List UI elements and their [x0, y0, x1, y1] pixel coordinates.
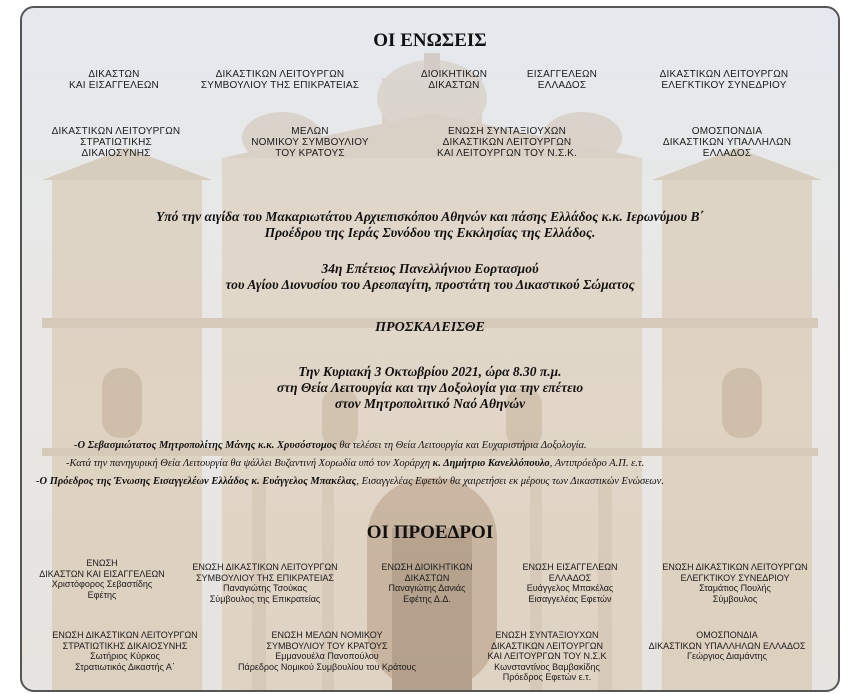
president-line: Στρατιωτικός Δικαστής Α΄	[75, 661, 175, 672]
union-line: ΕΛΛΑΔΟΣ	[537, 80, 587, 91]
union-line: ΔΙΚΑΣΤΙΚΩΝ ΥΠΑΛΛΗΛΩΝ	[662, 137, 792, 148]
president-line: Εφέτης	[87, 589, 117, 600]
president-line: Σύμβουλος	[712, 593, 758, 604]
president-line: Σωτήριος Κύρκος	[90, 651, 160, 661]
note-bold: -Ο Πρόεδρος της Ένωσης Εισαγγελέων Ελλάδος κ. Ευάγγελος Μπακέλας	[36, 476, 357, 487]
union-line: ΔΙΚΑΣΤΙΚΩΝ ΛΕΙΤΟΥΡΓΩΝ	[442, 137, 572, 148]
note-rest: θα τελέσει τη Θεία Λειτουργία και Ευχαριστήρια Δοξολογία.	[336, 440, 587, 451]
union-line: ΚΑΙ ΕΙΣΑΓΓΕΛΕΩΝ	[69, 80, 159, 91]
federation-court-employees	[652, 126, 802, 159]
invitation-frame	[20, 6, 840, 692]
union-line: ΔΙΚΑΣΤΙΚΩΝ ΛΕΙΤΟΥΡΓΩΝ	[51, 126, 181, 137]
president-line: ΕΝΩΣΗ ΔΙΚΑΣΤΙΚΩΝ ΛΕΙΤΟΥΡΓΩΝ	[192, 562, 338, 572]
president-line: ΕΝΩΣΗ ΔΙΟΙΚΗΤΙΚΩΝ	[381, 562, 473, 572]
patronage-text	[22, 209, 838, 241]
union-line: ΔΙΚΑΣΤΙΚΩΝ ΛΕΙΤΟΥΡΓΩΝ	[659, 69, 789, 80]
union-line: ΕΙΣΑΓΓΕΛΕΩΝ	[526, 69, 598, 80]
union-prosecutors	[517, 69, 607, 91]
president-line: ΣΥΜΒΟΥΛΙΟΥ ΤΟΥ ΚΡΑΤΟΥΣ	[266, 640, 388, 651]
union-retired-judges	[422, 126, 592, 159]
union-line: ΤΟΥ ΚΡΑΤΟΥΣ	[275, 148, 345, 159]
union-line: ΕΛΛΑΔΟΣ	[702, 148, 752, 159]
president-line: Παναγιώτης Δανιάς	[388, 583, 466, 593]
president-council-of-state	[180, 562, 350, 604]
event-line: Την Κυριακή 3 Οκτωβρίου 2021, ώρα 8.30 π.μ.	[298, 364, 562, 379]
president-line: Ευάγγελος Μπακέλας	[526, 583, 614, 593]
note-bold: κ. Δημήτριο Κανελλόπουλο	[432, 458, 550, 469]
president-line: Σταμάτιος Πουλής	[699, 583, 771, 593]
unions-heading: ΟΙ ΕΝΩΣΕΙΣ	[373, 30, 487, 51]
president-line: Εφέτης Δ.Δ.	[403, 593, 451, 604]
president-line: ΕΝΩΣΗ ΕΙΣΑΓΓΕΛΕΩΝ	[522, 562, 618, 572]
union-line: ΟΜΟΣΠΟΝΔΙΑ	[691, 126, 763, 137]
union-administrative-judges	[404, 69, 504, 91]
president-line: Εισαγγελέας Εφετών	[528, 593, 612, 604]
president-line: ΕΝΩΣΗ ΜΕΛΩΝ ΝΟΜΙΚΟΥ	[271, 630, 383, 640]
president-line: ΕΝΩΣΗ ΔΙΚΑΣΤΙΚΩΝ ΛΕΙΤΟΥΡΓΩΝ	[52, 630, 198, 640]
president-administrative-judges	[367, 562, 487, 604]
president-line: ΕΝΩΣΗ ΣΥΝΤΑΞΙΟΥΧΩΝ	[495, 630, 599, 640]
union-line: ΔΙΚΑΣΤΩΝ	[88, 69, 140, 80]
note-rest: , Αντιπρόεδρο Α.Π. ε.τ.	[549, 458, 645, 469]
union-line: ΜΕΛΩΝ	[291, 126, 329, 137]
president-line: Παναγιώτης Τσούκας	[223, 583, 307, 593]
union-line: ΣΤΡΑΤΙΩΤΙΚΗΣ	[80, 137, 152, 148]
president-line: Εμμανουέλα Πανοπούλου	[275, 651, 379, 661]
president-line: ΔΙΚΑΣΤΩΝ	[404, 572, 450, 583]
president-line: ΚΑΙ ΛΕΙΤΟΥΡΓΩΝ ΤΟΥ Ν.Σ.Κ	[487, 651, 607, 661]
president-line: Πάρεδρος Νομικού Συμβουλίου του Κράτους	[238, 661, 416, 672]
union-line: ΔΙΚΑΣΤΙΚΩΝ ΛΕΙΤΟΥΡΓΩΝ	[215, 69, 345, 80]
note-bold: -Ο Σεβασμιώτατος Μητροπολίτης Μάνης κ.κ. Χρυσόστομος	[74, 440, 337, 451]
president-court-of-audit	[650, 562, 820, 604]
president-line: ΣΤΡΑΤΙΩΤΙΚΗΣ ΔΙΚΑΙΟΣΥΝΗΣ	[62, 640, 188, 651]
invitation-content	[22, 8, 838, 690]
patronage-line: Υπό την αιγίδα του Μακαριωτάτου Αρχιεπισκόπου Αθηνών και πάσης Ελλάδος κ.κ. Ιερωνύμου Β΄	[156, 209, 704, 224]
union-line: ΣΥΜΒΟΥΛΙΟΥ ΤΗΣ ΕΠΙΚΡΑΤΕΙΑΣ	[200, 80, 360, 91]
president-line: ΟΜΟΣΠΟΝΔΙΑ	[696, 630, 758, 640]
president-line: ΕΛΛΑΔΟΣ	[548, 572, 592, 583]
anniversary-line: του Αγίου Διονυσίου του Αρεοπαγίτη, προστάτη του Δικαστικού Σώματος	[225, 277, 635, 292]
union-line: ΔΙΚΑΙΟΣΥΝΗΣ	[81, 148, 151, 159]
president-line: ΔΙΚΑΣΤΩΝ ΚΑΙ ΕΙΣΑΓΓΕΛΕΩΝ	[39, 568, 165, 579]
patronage-line: Προέδρου της Ιεράς Συνόδου της Εκκλησίας της Ελλάδος.	[264, 225, 596, 240]
president-line: Κωνσταντίνος Βαμβακίδης	[494, 661, 600, 672]
president-line: ΕΝΩΣΗ ΔΙΚΑΣΤΙΚΩΝ ΛΕΙΤΟΥΡΓΩΝ	[662, 562, 808, 572]
note-metropolitan	[74, 437, 587, 455]
union-military-justice	[46, 126, 186, 159]
president-line: ΔΙΚΑΣΤΙΚΩΝ ΥΠΑΛΛΗΛΩΝ ΕΛΛΑΔΟΣ	[648, 640, 806, 651]
president-line: Σύμβουλος της Επικρατείας	[209, 593, 321, 604]
president-line: Χριστόφορος Σεβαστίδης	[51, 579, 153, 589]
president-retired-judges	[462, 630, 632, 683]
union-line: ΝΟΜΙΚΟΥ ΣΥΜΒΟΥΛΙΟΥ	[251, 137, 369, 148]
union-judges-prosecutors	[54, 69, 174, 91]
union-council-of-state	[200, 69, 360, 91]
presidents-heading: ΟΙ ΠΡΟΕΔΡΟΙ	[366, 522, 494, 543]
anniversary-line: 34η Επέτειος Πανελλήνιου Εορτασμού	[321, 261, 539, 276]
president-line: ΕΛΕΓΚΤΙΚΟΥ ΣΥΝΕΔΡΙΟΥ	[680, 572, 790, 583]
president-line: Πρόεδρος Εφετών ε.τ.	[502, 672, 592, 682]
president-court-employees	[637, 630, 817, 662]
union-line: ΔΙΟΙΚΗΤΙΚΩΝ	[420, 69, 488, 80]
president-prosecutors	[510, 562, 630, 604]
note-president-greeting	[36, 473, 664, 491]
union-line: ΕΛΕΓΚΤΙΚΟΥ ΣΥΝΕΔΡΙΟΥ	[661, 80, 787, 91]
president-line: ΕΝΩΣΗ	[86, 558, 118, 568]
president-line: Γεώργιος Διαμάντης	[687, 651, 767, 661]
president-legal-council	[217, 630, 437, 672]
union-line: ΕΝΩΣΗ ΣΥΝΤΑΞΙΟΥΧΩΝ	[447, 126, 567, 137]
union-court-of-audit	[644, 69, 804, 91]
invite-heading: ΠΡΟΣΚΑΛΕΙΣΘΕ	[375, 320, 485, 335]
union-line: ΔΙΚΑΣΤΩΝ	[428, 80, 480, 91]
note-rest: , Εισαγγελέας Εφετών θα χαιρετήσει εκ μέρους των Δικαστικών Ενώσεων.	[356, 476, 664, 487]
president-judges-prosecutors	[32, 558, 172, 600]
union-line: ΚΑΙ ΛΕΙΤΟΥΡΓΩΝ ΤΟΥ Ν.Σ.Κ.	[436, 148, 578, 159]
event-line: στον Μητροπολιτικό Ναό Αθηνών	[334, 396, 526, 411]
anniversary-text	[22, 261, 838, 293]
note-choir	[66, 455, 644, 473]
union-legal-council	[250, 126, 370, 159]
president-line: ΔΙΚΑΣΤΙΚΩΝ ΛΕΙΤΟΥΡΓΩΝ	[490, 640, 604, 651]
president-line: ΣΥΜΒΟΥΛΙΟΥ ΤΗΣ ΕΠΙΚΡΑΤΕΙΑΣ	[196, 572, 334, 583]
note-pre: -Κατά την πανηγυρική Θεία Λειτουργία θα ψάλλει Βυζαντινή Χορωδία υπό τον Χοράρχη	[66, 458, 433, 469]
event-line: στη Θεία Λειτουργία και την Δοξολογία για την επέτειο	[276, 380, 584, 395]
event-details	[22, 364, 838, 412]
president-military-justice	[40, 630, 210, 672]
